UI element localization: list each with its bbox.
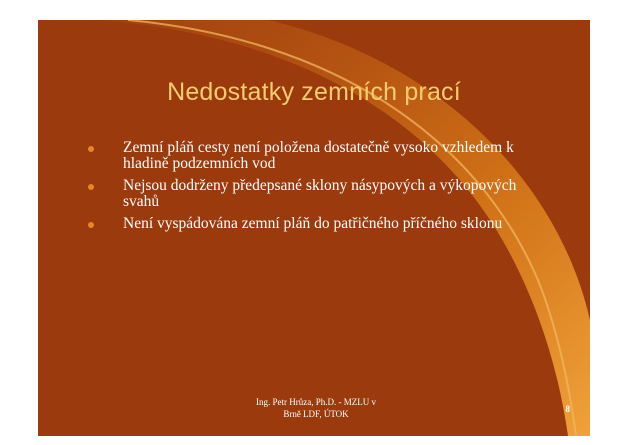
page-number: 8 <box>565 404 570 414</box>
bullet-item <box>88 140 548 172</box>
slide-title: Nedostatky zemních prací <box>167 78 461 106</box>
bullet-list <box>88 140 548 238</box>
bullet-text: Není vyspádována zemní pláň do patřičného příčného sklonu <box>123 215 503 232</box>
bullet-dot-icon <box>88 146 94 152</box>
bullet-dot-icon <box>88 184 94 190</box>
footer-institution: Brně LDF, ÚTOK <box>283 409 349 419</box>
footer-author: Ing. Petr Hrůza, Ph.D. - MZLU v <box>256 397 376 407</box>
bullet-item <box>88 216 548 232</box>
bullet-text: Zemní pláň cesty není položena dostatečně vysoko vzhledem k hladině podzemních vod <box>123 139 514 172</box>
bullet-text: Nejsou dodrženy předepsané sklony násypových a výkopových svahů <box>123 177 517 210</box>
bullet-dot-icon <box>88 222 94 228</box>
bullet-item <box>88 178 548 210</box>
slide-footer <box>238 396 394 420</box>
slide <box>38 20 590 436</box>
